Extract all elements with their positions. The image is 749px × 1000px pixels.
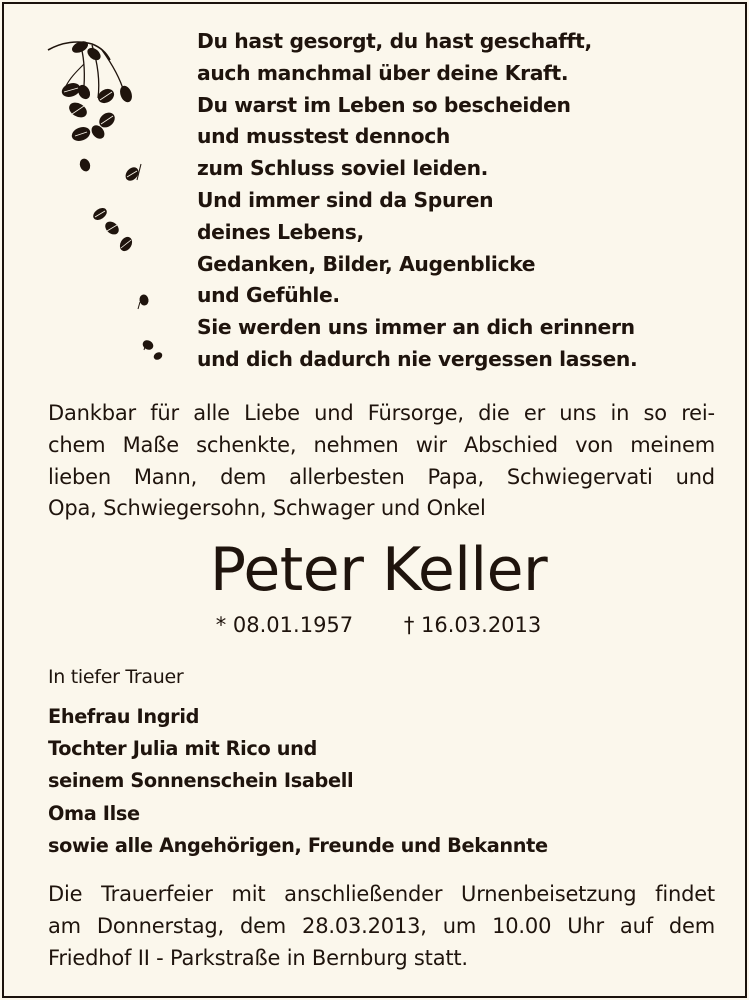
deceased-name: Peter Keller [209, 535, 548, 605]
word: am [48, 914, 81, 938]
mourner-line: sowie alle Angehörigen, Freunde und Bekannte [48, 833, 548, 857]
word: Urnenbeisetzung [461, 882, 637, 906]
funeral-line [48, 878, 715, 910]
word: meinem [630, 432, 715, 457]
death-date: † 16.03.2013 [403, 613, 542, 637]
poem-line: auch manchmal über deine Kraft. [197, 60, 569, 85]
life-dates [4, 608, 749, 642]
word: in [610, 401, 630, 425]
poem-line: Du hast gesorgt, du hast geschafft, [197, 29, 592, 53]
gratitude-paragraph [48, 398, 715, 525]
word: und [314, 401, 354, 425]
funeral-line [48, 910, 715, 942]
word: Fürsorge, [367, 401, 464, 425]
poem-line: und Gefühle. [197, 283, 340, 308]
word: 10.00 [492, 914, 552, 938]
word: Mann, [133, 464, 198, 489]
word: allerbesten [289, 464, 405, 489]
word: Die [48, 882, 83, 906]
word: Liebe [244, 401, 300, 425]
obituary-frame [2, 2, 747, 998]
word: wir [415, 432, 447, 457]
poem-line: und dich dadurch nie vergessen lassen. [197, 346, 638, 371]
word: Schwiegervati [506, 464, 653, 489]
birth-date: * 08.01.1957 [215, 613, 354, 637]
poem-line: deines Lebens, [197, 219, 364, 244]
word: Trauerfeier [101, 882, 213, 906]
gratitude-line [48, 430, 715, 462]
gratitude-line [48, 462, 715, 494]
word: mit [231, 882, 266, 906]
word: die [478, 401, 510, 425]
word: er [523, 401, 546, 425]
poem-line: Du warst im Leben so bescheiden [197, 92, 571, 117]
mourner-line: Ehefrau Ingrid [48, 705, 200, 728]
mourner-line: Tochter Julia mit Rico und [48, 737, 317, 761]
word: rei- [681, 401, 715, 425]
word: für [150, 401, 179, 425]
memorial-poem [197, 26, 637, 376]
funeral-notice [48, 878, 715, 974]
word: dem [220, 464, 267, 489]
word: Maße [122, 432, 179, 457]
word: Abschied [463, 432, 558, 457]
gratitude-line: Opa, Schwiegersohn, Schwager und Onkel [48, 496, 486, 521]
mourning-intro: In tiefer Trauer [48, 666, 184, 688]
mourners-list [48, 701, 548, 862]
poem-line: Sie werden uns immer an dich erinnern [197, 315, 635, 340]
word: um [442, 914, 477, 938]
mourner-line: Oma Ilse [48, 801, 140, 825]
falling-leaves-illustration [40, 34, 175, 374]
word: alle [193, 401, 230, 425]
word: uns [559, 401, 597, 425]
word: 28.03.2013, [302, 914, 427, 938]
word: und [675, 464, 715, 489]
word: dem [239, 914, 287, 938]
word: Papa, [427, 464, 484, 489]
word: chem [48, 432, 106, 457]
word: schenkte, [196, 432, 297, 457]
word: von [575, 432, 614, 457]
word: lieben [48, 464, 111, 489]
poem-line: zum Schluss soviel leiden. [197, 156, 489, 181]
word: Dankbar [48, 401, 136, 425]
poem-line: Gedanken, Bilder, Augenblicke [197, 251, 536, 276]
gratitude-line [48, 398, 715, 430]
word: so [643, 401, 667, 425]
poem-line: Und immer sind da Spuren [197, 187, 494, 212]
word: Donnerstag, [96, 914, 224, 938]
word: anschließender [284, 882, 443, 906]
poem-line: und musstest dennoch [197, 124, 450, 149]
word: findet [655, 882, 715, 906]
word: auf [619, 914, 653, 938]
funeral-line: Friedhof II - Parkstraße in Bernburg statt. [48, 946, 468, 970]
word: dem [668, 914, 715, 938]
word: nehmen [313, 432, 399, 457]
word: Uhr [567, 914, 604, 938]
mourner-line: seinem Sonnenschein Isabell [48, 769, 354, 793]
